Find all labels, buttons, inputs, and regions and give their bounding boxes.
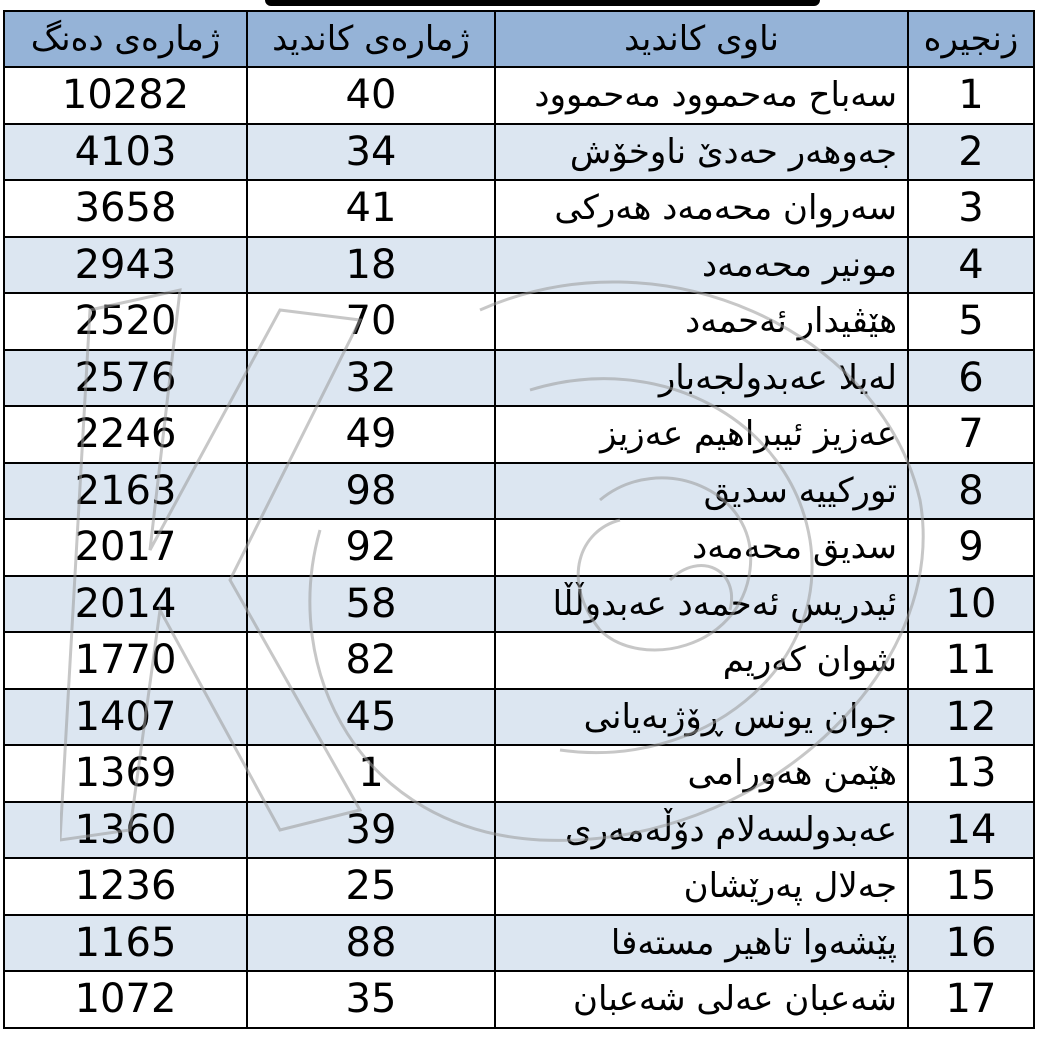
cell-candidate-name: شەعبان عەلی شەعبان [495, 971, 908, 1028]
cell-votes: 1770 [4, 632, 247, 689]
cell-candidate-number: 18 [247, 237, 495, 294]
cell-sequence: 5 [908, 293, 1034, 350]
cell-sequence: 15 [908, 858, 1034, 915]
cell-votes: 2017 [4, 519, 247, 576]
cell-candidate-number: 45 [247, 689, 495, 746]
cell-votes: 2014 [4, 576, 247, 633]
cell-candidate-name: ئیدریس ئەحمەد عەبدوڵڵا [495, 576, 908, 633]
cell-votes: 1369 [4, 745, 247, 802]
cell-sequence: 6 [908, 350, 1034, 407]
table-row [4, 350, 1034, 407]
cell-sequence: 13 [908, 745, 1034, 802]
top-edge [0, 0, 1043, 10]
cell-votes: 2576 [4, 350, 247, 407]
cell-candidate-name: شوان کەریم [495, 632, 908, 689]
cell-candidate-name: تورکییە سدیق [495, 463, 908, 520]
table-row [4, 180, 1034, 237]
table-header-row [4, 11, 1034, 67]
cell-votes: 1407 [4, 689, 247, 746]
table-row [4, 632, 1034, 689]
table-row [4, 237, 1034, 294]
cell-sequence: 1 [908, 67, 1034, 124]
cell-sequence: 17 [908, 971, 1034, 1028]
cell-candidate-name: عەبدولسەلام دۆڵەمەری [495, 802, 908, 859]
cell-votes: 3658 [4, 180, 247, 237]
cell-candidate-name: هێمن هەورامی [495, 745, 908, 802]
cell-candidate-number: 34 [247, 124, 495, 181]
cell-candidate-name: جەلال پەرێشان [495, 858, 908, 915]
table-row [4, 67, 1034, 124]
table-row [4, 745, 1034, 802]
table-body [4, 67, 1034, 1028]
table-row [4, 576, 1034, 633]
cell-candidate-number: 40 [247, 67, 495, 124]
cell-sequence: 11 [908, 632, 1034, 689]
table-row [4, 971, 1034, 1028]
cell-sequence: 14 [908, 802, 1034, 859]
table-row [4, 406, 1034, 463]
cell-sequence: 8 [908, 463, 1034, 520]
cell-votes: 1072 [4, 971, 247, 1028]
cell-candidate-name: سدیق محەمەد [495, 519, 908, 576]
cell-votes: 2520 [4, 293, 247, 350]
header-sequence: زنجیرە [908, 11, 1034, 67]
cell-sequence: 16 [908, 915, 1034, 972]
cell-sequence: 12 [908, 689, 1034, 746]
cell-candidate-name: لەیلا عەبدولجەبار [495, 350, 908, 407]
cell-sequence: 3 [908, 180, 1034, 237]
cell-votes: 2943 [4, 237, 247, 294]
table-row [4, 124, 1034, 181]
table-row [4, 689, 1034, 746]
cell-candidate-number: 92 [247, 519, 495, 576]
cell-votes: 1165 [4, 915, 247, 972]
cell-sequence: 4 [908, 237, 1034, 294]
cell-candidate-number: 70 [247, 293, 495, 350]
cell-votes: 4103 [4, 124, 247, 181]
table-row [4, 915, 1034, 972]
cell-candidate-number: 82 [247, 632, 495, 689]
table-row [4, 858, 1034, 915]
cell-candidate-name: سەباح مەحموود مەحموود [495, 67, 908, 124]
cell-votes: 1360 [4, 802, 247, 859]
cell-sequence: 10 [908, 576, 1034, 633]
cell-candidate-number: 35 [247, 971, 495, 1028]
cell-votes: 2163 [4, 463, 247, 520]
table-row [4, 802, 1034, 859]
cell-candidate-number: 58 [247, 576, 495, 633]
cell-sequence: 2 [908, 124, 1034, 181]
cell-candidate-name: سەروان محەمەد هەرکی [495, 180, 908, 237]
cell-votes: 1236 [4, 858, 247, 915]
cell-candidate-name: عەزیز ئیبراهیم عەزیز [495, 406, 908, 463]
cell-candidate-name: جەوهەر حەدێ ناوخۆش [495, 124, 908, 181]
cell-candidate-number: 39 [247, 802, 495, 859]
cropped-title-bar [265, 0, 820, 6]
cell-candidate-number: 25 [247, 858, 495, 915]
cell-candidate-name: جوان یونس ڕۆژبەیانی [495, 689, 908, 746]
cell-candidate-name: مونیر محەمەد [495, 237, 908, 294]
table-row [4, 293, 1034, 350]
cell-candidate-number: 32 [247, 350, 495, 407]
cell-candidate-number: 98 [247, 463, 495, 520]
candidate-votes-table [3, 10, 1035, 1029]
table-row [4, 463, 1034, 520]
cell-candidate-name: هێڤیدار ئەحمەد [495, 293, 908, 350]
cell-votes: 10282 [4, 67, 247, 124]
header-votes: ژمارەی دەنگ [4, 11, 247, 67]
cell-candidate-number: 88 [247, 915, 495, 972]
header-candidate-name: ناوی کاندید [495, 11, 908, 67]
cell-sequence: 7 [908, 406, 1034, 463]
table-row [4, 519, 1034, 576]
cell-candidate-name: پێشەوا تاهیر مستەفا [495, 915, 908, 972]
cell-candidate-number: 49 [247, 406, 495, 463]
cell-votes: 2246 [4, 406, 247, 463]
cell-sequence: 9 [908, 519, 1034, 576]
cell-candidate-number: 1 [247, 745, 495, 802]
header-candidate-number: ژمارەی کاندید [247, 11, 495, 67]
cell-candidate-number: 41 [247, 180, 495, 237]
